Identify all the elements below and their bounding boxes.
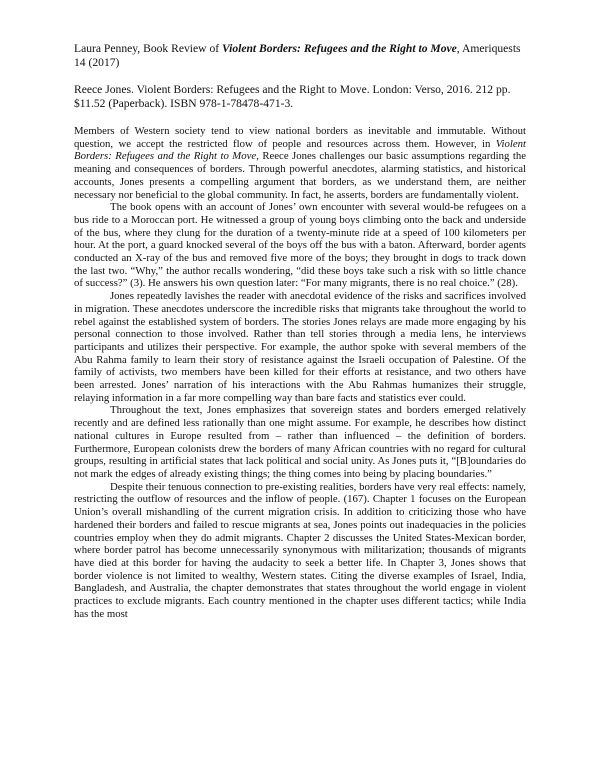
paragraph-bus-anecdote: The book opens with an account of Jones’ own encounter with several would-be refugees on a bus ride to a Moroccan port. He witnessed a group of young boys climbing onto the back and underside of the bus, where they clung for the duration of a twenty-minute ride at a speed of 100 kilometers per hour. At the port, a guard knocked several of the boys off the bus with a baton. Afterward, border agents conducted an X-ray of the bus and removed five more of the boys; they brought in dogs to track down the last two. “Why,” the author recalls wondering, “did these boys take such a risk with so little chance of success?” (3). He answers his own question later: “For many migrants, there is no real choice.” (28). <box>74 201 526 290</box>
paragraph-intro <box>74 125 526 201</box>
header-journal: , Ameriquests 14 (2017) <box>74 42 521 69</box>
paragraph-intro-book-title: Violent Borders: Refugees and the Right to Move <box>74 137 526 163</box>
header-book-title: Violent Borders: Refugees and the Right to Move <box>222 42 457 55</box>
review-body <box>74 125 526 620</box>
paragraph-intro-text: Members of Western society tend to view national borders as inevitable and immutable. Without question, we accept the restricted flow of people and resources across them. However, in <box>74 125 526 150</box>
paragraph-intro-text-end: , Reece Jones challenges our basic assumptions regarding the meaning and consequences of borders. Through powerful anecdotes, alarming statistics, and historical accounts, Jones presents a compelling argument that borders, as we understand them, are neither necessary nor beneficial to the global community. In fact, he asserts, borders are fundamentally violent. <box>74 150 526 201</box>
book-citation: Reece Jones. Violent Borders: Refugees and the Right to Move. London: Verso, 2016. 212 pp. $11.52 (Paperback). ISBN 978-1-78478-471-3. <box>74 83 511 110</box>
header-author: Laura Penney, Book Review of <box>74 42 222 55</box>
review-header <box>74 42 526 70</box>
paragraph-anecdotal-evidence: Jones repeatedly lavishes the reader with anecdotal evidence of the risks and sacrifices involved in migration. These anecdotes underscore the incredible risks that migrants take throughout the world to rebel against the established system of borders. The stories Jones relays are made more engaging by his personal connection to those involved. Rather than tell stories through a media lens, he interviews participants and utilizes their perspective. For example, the author spoke with several members of the Abu Rahma family to learn their story of resistance against the Israeli occupation of Palestine. Of the family of activists, two members have been killed for their efforts at resistance, and two others have been arrested. Jones’ narration of his interactions with the Abu Rahmas humanizes their struggle, relaying information in a far more compelling way than bare facts and statistics ever could. <box>74 290 526 404</box>
paragraph-history-of-borders: Throughout the text, Jones emphasizes that sovereign states and borders emerged relatively recently and are defined less rationally than one might assume. For example, he describes how distinct national cultures in Europe resulted from – rather than influenced – the definition of borders. Furthermore, European colonists drew the borders of many African countries with no regard for cultural groups, resulting in artificial states that lack political and social unity. As Jones puts it, “[B]oundaries do not mark the edges of already existing things; the thing comes into being by placing boundaries.” <box>74 404 526 480</box>
paragraph-chapter-summary: Despite their tenuous connection to pre-existing realities, borders have very real effects: namely, restricting the outflow of resources and the inflow of people. (167). Chapter 1 focuses on the European Union’s overall mishandling of the current migration crisis. In addition to criticizing those who have hardened their borders and failed to rescue migrants at sea, Jones points out inadequacies in the policies countries employ when they do admit migrants. Chapter 2 discusses the United States-Mexican border, where border patrol has become unnecessarily synonymous with militarization; thousands of migrants have died at this border for having the audacity to seek a better life. In Chapter 3, Jones shows that border violence is not limited to wealthy, Western states. Citing the diverse examples of Israel, India, Bangladesh, and Australia, the chapter demonstrates that states throughout the world engage in violent practices to exclude migrants. Each country mentioned in the chapter uses different tactics; while India has the most <box>74 480 526 620</box>
